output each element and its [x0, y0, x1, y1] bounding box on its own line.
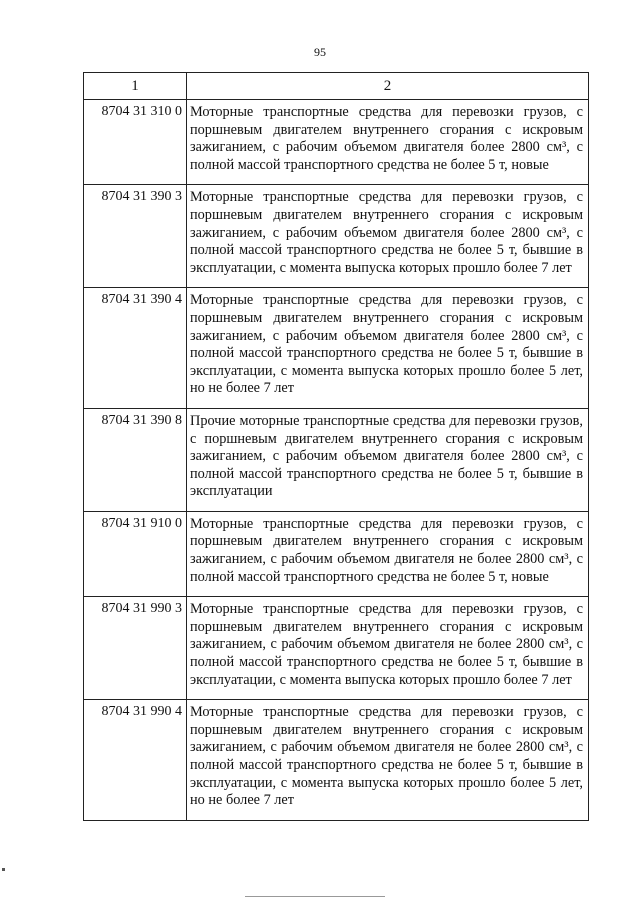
column-header-code: 1: [84, 73, 187, 100]
row-code: 8704 31 390 8: [84, 408, 187, 511]
table-row: [84, 511, 589, 596]
row-description: Моторные транспортные средства для перевозки грузов, с поршневым двигателем внутреннего сгорания с искровым зажиганием, с рабочим объемом двигателя не более 2800 см³, с полной массой транспортного средства не более 5 т, бывшие в эксплуатации, с момента выпуска которых прошло более 5 лет, но не более 7 лет: [187, 700, 589, 821]
table-header-row: [84, 73, 589, 100]
scan-speck: [2, 868, 5, 871]
row-code: 8704 31 310 0: [84, 100, 187, 185]
row-description: Моторные транспортные средства для перевозки грузов, с поршневым двигателем внутреннего сгорания с искровым зажиганием, с рабочим объемом двигателя не более 2800 см³, с полной массой транспортного средства не более 5 т, бывшие в эксплуатации, с момента выпуска которых прошло более 7 лет: [187, 597, 589, 700]
row-code: 8704 31 990 3: [84, 597, 187, 700]
row-description: Моторные транспортные средства для перевозки грузов, с поршневым двигателем внутреннего сгорания с искровым зажиганием, с рабочим объемом двигателя более 2800 см³, с полной массой транспортного средства не более 5 т, бывшие в эксплуатации, с момента выпуска которых прошло более 5 лет, но не более 7 лет: [187, 288, 589, 409]
footer-rule: [245, 896, 385, 897]
table-row: [84, 288, 589, 409]
row-code: 8704 31 990 4: [84, 700, 187, 821]
row-description: Моторные транспортные средства для перевозки грузов, с поршневым двигателем внутреннего сгорания с искровым зажиганием, с рабочим объемом двигателя не более 2800 см³, с полной массой транспортного средства не более 5 т, новые: [187, 511, 589, 596]
table-row: [84, 700, 589, 821]
row-code: 8704 31 390 4: [84, 288, 187, 409]
table-row: [84, 408, 589, 511]
column-header-description: 2: [187, 73, 589, 100]
row-description: Прочие моторные транспортные средства для перевозки грузов, с поршневым двигателем внутреннего сгорания с искровым зажиганием, с рабочим объемом двигателя более 2800 см³, с полной массой транспортного средства не более 5 т, бывшие в эксплуатации: [187, 408, 589, 511]
table-row: [84, 597, 589, 700]
tariff-code-table: [83, 72, 589, 821]
table-row: [84, 185, 589, 288]
row-code: 8704 31 390 3: [84, 185, 187, 288]
row-description: Моторные транспортные средства для перевозки грузов, с поршневым двигателем внутреннего сгорания с искровым зажиганием, с рабочим объемом двигателя более 2800 см³, с полной массой транспортного средства не более 5 т, бывшие в эксплуатации, с момента выпуска которых прошло более 7 лет: [187, 185, 589, 288]
row-code: 8704 31 910 0: [84, 511, 187, 596]
table-row: [84, 100, 589, 185]
page-number: 95: [314, 45, 326, 59]
row-description: Моторные транспортные средства для перевозки грузов, с поршневым двигателем внутреннего сгорания с искровым зажиганием, с рабочим объемом двигателя более 2800 см³, с полной массой транспортного средства не более 5 т, новые: [187, 100, 589, 185]
